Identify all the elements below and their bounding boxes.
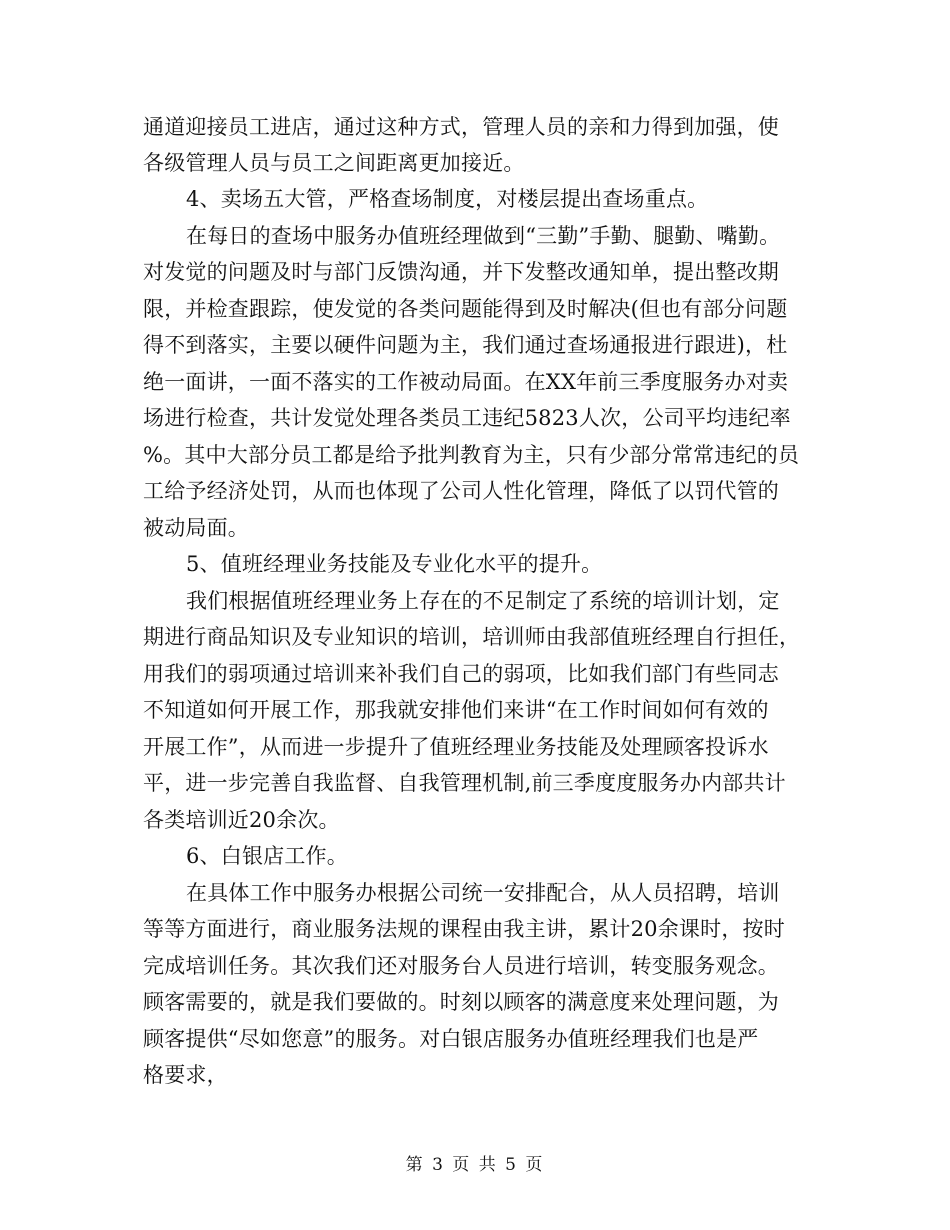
section-heading-4: 4、卖场五大管，严格查场制度，对楼层提出查场重点。 [186, 187, 709, 211]
paragraph-line: 期进行商品知识及专业知识的培训，培训师由我部值班经理自行担任， [143, 625, 801, 649]
paragraph-line: 不知道如何开展工作，那我就安排他们来讲“在工作时间如何有效的 [143, 698, 769, 722]
paragraph-line: 通道迎接员工进店，通过这种方式，管理人员的亲和力得到加强，使 [143, 115, 779, 139]
paragraph-line: 平，进一步完善自我监督、自我管理机制,前三季度度服务办内部共计 [143, 771, 786, 795]
paragraph-line: %。其中大部分员工都是给予批判教育为主，只有少部分常常违纪的员 [143, 443, 800, 467]
paragraph-line: 工给予经济处罚，从而也体现了公司人性化管理，降低了以罚代管的 [143, 479, 779, 503]
paragraph-line: 格要求， [143, 1063, 228, 1087]
paragraph-line: 完成培训任务。其次我们还对服务台人员进行培训，转变服务观念。 [143, 954, 779, 978]
paragraph-line: 开展工作”，从而进一步提升了值班经理业务技能及处理顾客投诉水 [143, 735, 769, 759]
paragraph-line: 各级管理人员与员工之间距离更加接近。 [143, 151, 525, 175]
paragraph-line: 绝一面讲，一面不落实的工作被动局面。在XX年前三季度服务办对卖 [143, 370, 789, 394]
paragraph-line: 场进行检查，共计发觉处理各类员工违纪5823人次，公司平均违纪率 [143, 406, 791, 430]
section-heading-5: 5、值班经理业务技能及专业化水平的提升。 [186, 552, 603, 576]
paragraph-line: 得不到落实，主要以硬件问题为主，我们通过查场通报进行跟进)，杜 [143, 333, 788, 357]
paragraph-line: 等等方面进行，商业服务法规的课程由我主讲，累计20余课时，按时 [143, 917, 785, 941]
paragraph-line: 被动局面。 [143, 516, 249, 540]
paragraph-line: 对发觉的问题及时与部门反馈沟通，并下发整改通知单，提出整改期 [143, 260, 779, 284]
page-number-footer: 第 3 页 共 5 页 [405, 1155, 545, 1175]
paragraph-line: 顾客需要的，就是我们要做的。时刻以顾客的满意度来处理问题，为 [143, 990, 779, 1014]
paragraph-line: 顾客提供“尽如您意”的服务。对白银店服务办值班经理我们也是严 [143, 1027, 759, 1051]
paragraph-line: 我们根据值班经理业务上存在的不足制定了系统的培训计划，定 [186, 589, 780, 613]
section-heading-6: 6、白银店工作。 [186, 844, 348, 868]
paragraph-line: 在每日的查场中服务办值班经理做到“三勤”手勤、腿勤、嘴勤。 [186, 224, 781, 248]
paragraph-line: 用我们的弱项通过培训来补我们自己的弱项，比如我们部门有些同志 [143, 662, 779, 686]
paragraph-line: 各类培训近20余次。 [143, 808, 340, 832]
paragraph-line: 在具体工作中服务办根据公司统一安排配合，从人员招聘，培训 [186, 881, 780, 905]
paragraph-line: 限，并检查跟踪，使发觉的各类问题能得到及时解决(但也有部分问题 [143, 297, 788, 321]
